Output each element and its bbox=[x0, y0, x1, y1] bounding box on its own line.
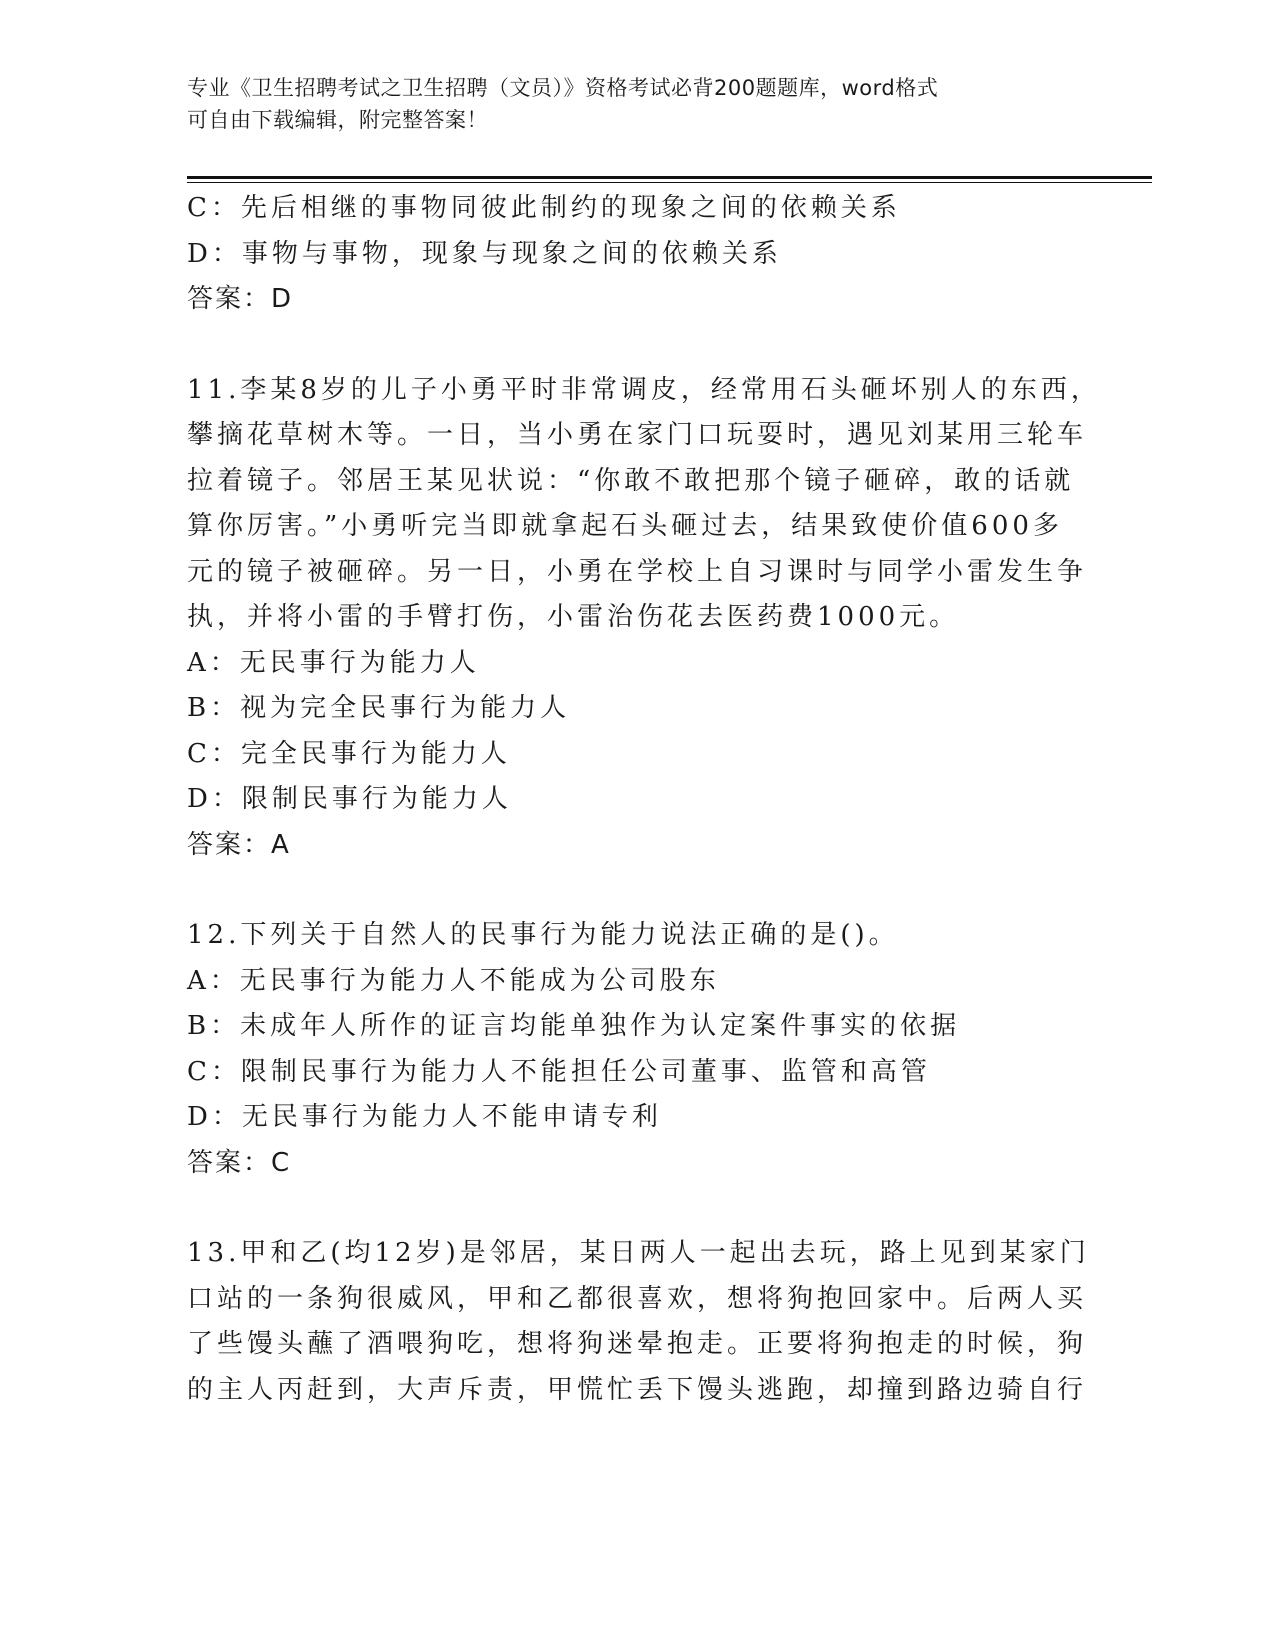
header-title-line2: 可自由下载编辑，附完整答案！ bbox=[187, 108, 488, 132]
option-c: C：完全民事行为能力人 bbox=[187, 738, 511, 769]
question-stem-line: 拉着镜子。邻居王某见状说：“你敢不敢把那个镜子砸碎，敢的话就 bbox=[187, 465, 1075, 496]
option-b: B：未成年人所作的证言均能单独作为认定案件事实的依据 bbox=[187, 1011, 961, 1041]
answer-line: 答案：D bbox=[187, 284, 294, 314]
option-d: D：无民事行为能力人不能申请专利 bbox=[187, 1102, 662, 1132]
question-stem-line: 攀摘花草树木等。一日，当小勇在家门口玩耍时，遇见刘某用三轮车 bbox=[187, 420, 1088, 450]
answer-line: 答案：C bbox=[187, 1147, 292, 1178]
question-stem-line: 执，并将小雷的手臂打伤，小雷治伤花去医药费1000元。 bbox=[187, 602, 960, 632]
document-body bbox=[187, 186, 1101, 1413]
header-divider-thin bbox=[187, 182, 1152, 183]
question-stem-line: 元的镜子被砸碎。另一日，小勇在学校上自习课时与同学小雷发生争 bbox=[187, 556, 1088, 587]
answer-line: 答案：A bbox=[187, 829, 291, 860]
question-12 bbox=[187, 913, 1067, 1186]
option-d: D：限制民事行为能力人 bbox=[187, 784, 512, 814]
option-d: D：事物与事物，现象与现象之间的依赖关系 bbox=[187, 238, 782, 269]
question-stem-line: 13.甲和乙(均12岁)是邻居，某日两人一起出去玩，路上见到某家门 bbox=[187, 1238, 1090, 1268]
header-title-line1: 专业《卫生招聘考试之卫生招聘（文员）》资格考试必背200题题库，word格式 bbox=[187, 76, 939, 100]
question-10 bbox=[187, 186, 1067, 323]
question-13 bbox=[187, 1231, 1090, 1413]
spacer bbox=[187, 323, 1067, 368]
spacer bbox=[187, 1186, 1067, 1231]
header-divider-thick bbox=[187, 176, 1152, 179]
document-header bbox=[187, 72, 1067, 136]
option-a: A：无民事行为能力人不能成为公司股东 bbox=[187, 965, 720, 996]
option-c: C：限制民事行为能力人不能担任公司董事、监管和高管 bbox=[187, 1056, 931, 1087]
option-c: C：先后相继的事物同彼此制约的现象之间的依赖关系 bbox=[187, 193, 901, 223]
question-stem-line: 的主人丙赶到，大声斥责，甲慌忙丢下馒头逃跑，却撞到路边骑自行 bbox=[187, 1374, 1088, 1405]
option-a: A：无民事行为能力人 bbox=[187, 647, 480, 678]
option-b: B：视为完全民事行为能力人 bbox=[187, 693, 571, 723]
spacer bbox=[187, 868, 1067, 913]
question-stem-line: 11.李某8岁的儿子小勇平时非常调皮，经常用石头砸坏别人的东西， bbox=[187, 374, 1101, 405]
question-stem-line: 12.下列关于自然人的民事行为能力说法正确的是()。 bbox=[187, 920, 899, 950]
question-stem-line: 了些馒头蘸了酒喂狗吃，想将狗迷晕抱走。正要将狗抱走的时候，狗 bbox=[187, 1329, 1088, 1359]
question-stem-line: 算你厉害。”小勇听完当即就拿起石头砸过去，结果致使价值600多 bbox=[187, 511, 1063, 541]
question-stem-line: 口站的一条狗很威风，甲和乙都很喜欢，想将狗抱回家中。后两人买 bbox=[187, 1283, 1088, 1314]
question-11 bbox=[187, 368, 1101, 869]
